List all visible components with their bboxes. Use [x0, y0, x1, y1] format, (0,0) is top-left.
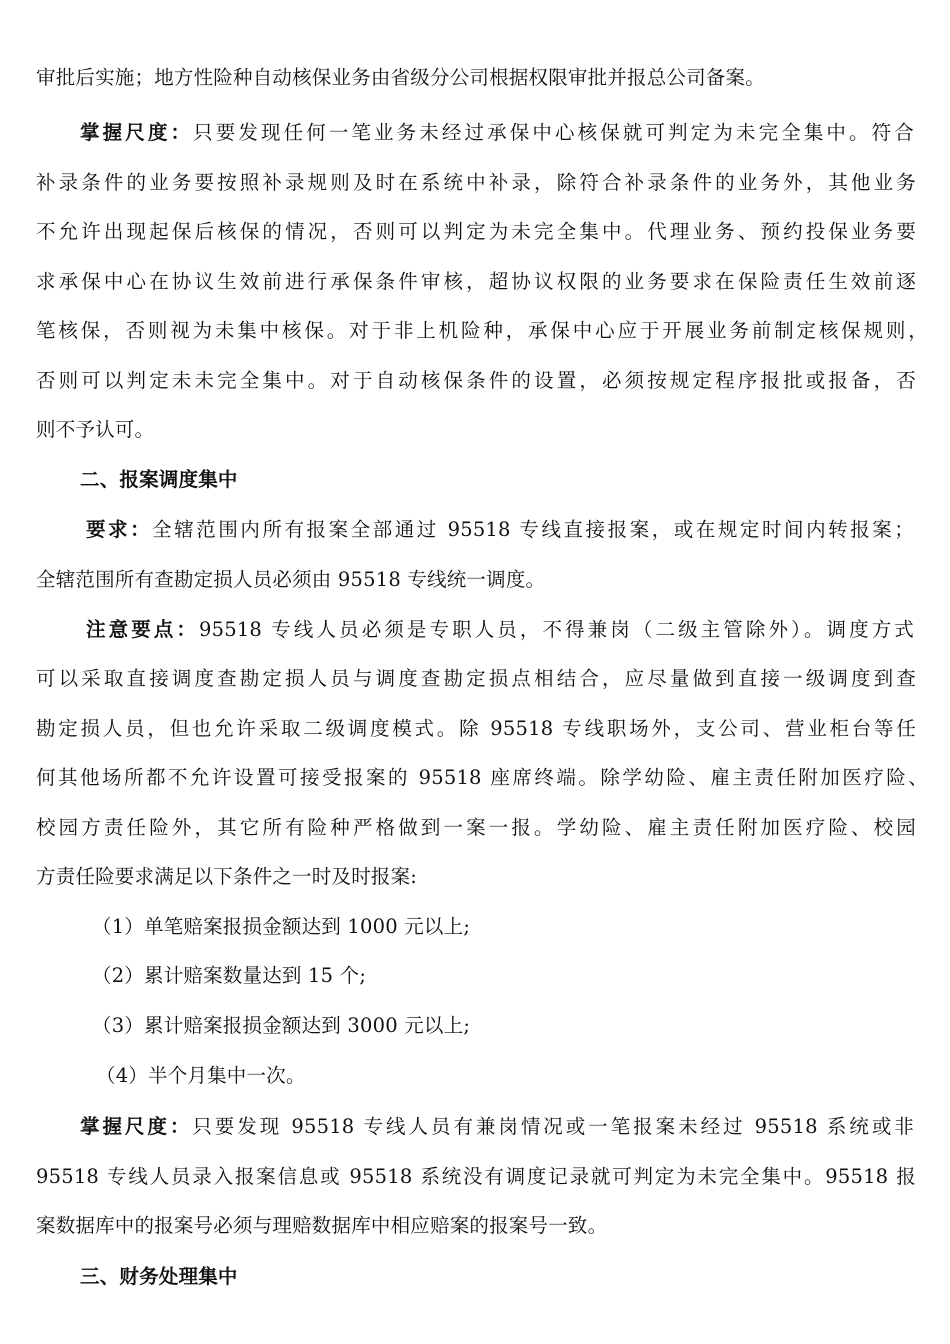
- paragraph-line: [86, 516, 914, 544]
- paragraph-line: [80, 119, 914, 147]
- bold-label: 要求：: [86, 518, 153, 541]
- paragraph-text: 只要发现任何一笔业务未经过承保中心核保就可判定为未完全集中。符合: [193, 121, 914, 144]
- bold-label: 注意要点：: [86, 618, 199, 641]
- paragraph-line: 笔核保，否则视为未集中核保。对于非上机险种，承保中心应于开展业务前制定核保规则，: [36, 319, 928, 342]
- paragraph-text: 95518 专线人员必须是专职人员，不得兼岗（二级主管除外）。调度方式: [199, 618, 914, 641]
- paragraph-line: 校园方责任险外，其它所有险种严格做到一案一报。学幼险、雇主责任附加医疗险、校园: [36, 816, 916, 839]
- section-heading: 三、财务处理集中: [80, 1265, 238, 1288]
- section-heading: 二、报案调度集中: [80, 468, 238, 491]
- paragraph-text: 只要发现 95518 专线人员有兼岗情况或一笔报案未经过 95518 系统或非: [192, 1115, 914, 1138]
- paragraph-line: 求承保中心在协议生效前进行承保条件审核，超协议权限的业务要求在保险责任生效前逐: [36, 270, 916, 293]
- list-item: （1）单笔赔案报损金额达到 1000 元以上;: [92, 915, 471, 938]
- list-item: （3）累计赔案报损金额达到 3000 元以上;: [92, 1014, 471, 1037]
- bold-label: 掌握尺度：: [80, 121, 194, 144]
- paragraph-line: 全辖范围所有查勘定损人员必须由 95518 专线统一调度。: [36, 568, 546, 591]
- paragraph-line: 可以采取直接调度查勘定损人员与调度查勘定损点相结合，应尽量做到直接一级调度到查: [36, 667, 916, 690]
- paragraph-line: 方责任险要求满足以下条件之一时及时报案:: [36, 865, 418, 888]
- paragraph-text: 全辖范围内所有报案全部通过 95518 专线直接报案，或在规定时间内转报案；: [152, 518, 915, 541]
- paragraph-line: 审批后实施；地方性险种自动核保业务由省级分公司根据权限审批并报总公司备案。: [36, 66, 765, 89]
- list-item: （4）半个月集中一次。: [96, 1064, 306, 1087]
- paragraph-line: 补录条件的业务要按照补录规则及时在系统中补录，除符合补录条件的业务外，其他业务: [36, 171, 916, 194]
- paragraph-line: 不允许出现起保后核保的情况，否则可以判定为未完全集中。代理业务、预约投保业务要: [36, 220, 916, 243]
- paragraph-line: [86, 616, 914, 644]
- paragraph-line: [80, 1113, 914, 1141]
- list-item: （2）累计赔案数量达到 15 个;: [92, 964, 367, 987]
- paragraph-line: 则不予认可。: [36, 418, 155, 441]
- paragraph-line: 95518 专线人员录入报案信息或 95518 系统没有调度记录就可判定为未完全集中。95518 报: [36, 1165, 916, 1188]
- paragraph-line: 勘定损人员，但也允许采取二级调度模式。除 95518 专线职场外，支公司、营业柜台等任: [36, 717, 916, 740]
- paragraph-line: 否则可以判定未未完全集中。对于自动核保条件的设置，必须按规定程序报批或报备，否: [36, 369, 916, 392]
- paragraph-line: 案数据库中的报案号必须与理赔数据库中相应赔案的报案号一致。: [36, 1214, 608, 1237]
- bold-label: 掌握尺度：: [80, 1115, 193, 1138]
- paragraph-line: 何其他场所都不允许设置可接受报案的 95518 座席终端。除学幼险、雇主责任附加医疗险、: [36, 766, 928, 789]
